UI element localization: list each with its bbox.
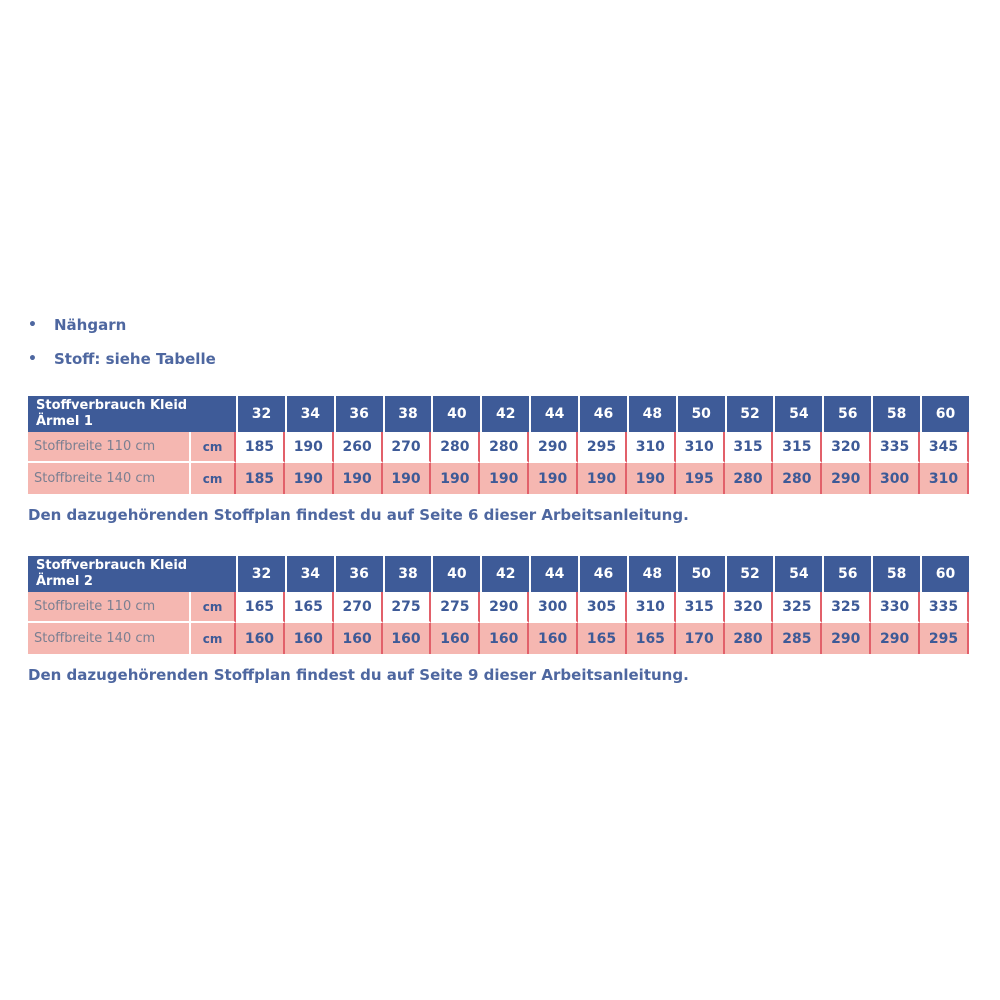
table-cell: 190 (431, 463, 480, 494)
size-header: 46 (578, 556, 627, 592)
list-item-text: Stoff: siehe Tabelle (54, 350, 216, 368)
size-header: 60 (920, 396, 969, 432)
list-item (28, 314, 216, 348)
size-header: 46 (578, 396, 627, 432)
table-title-line: Stoffverbrauch Kleid (36, 558, 188, 573)
table-cell: 280 (725, 623, 774, 654)
table-cell: 160 (431, 623, 480, 654)
table-cell: 315 (725, 432, 774, 463)
size-header: 56 (822, 396, 871, 432)
table-title-line: Stoffverbrauch Kleid (36, 398, 188, 413)
table-cell: 290 (822, 623, 871, 654)
table-cell: 190 (285, 432, 334, 463)
table-header-row (28, 556, 969, 592)
size-header: 32 (236, 396, 285, 432)
table-cell: 190 (334, 463, 383, 494)
table-cell: 280 (773, 463, 822, 494)
size-header: 44 (529, 556, 578, 592)
table-cell: 310 (920, 463, 969, 494)
size-header: 34 (285, 556, 334, 592)
size-header: 60 (920, 556, 969, 592)
size-header: 50 (676, 556, 725, 592)
row-label: Stoffbreite 110 cm (28, 432, 191, 463)
row-unit: cm (191, 592, 236, 623)
size-header: 36 (334, 396, 383, 432)
table-cell: 335 (871, 432, 920, 463)
table-cell: 190 (285, 463, 334, 494)
row-label: Stoffbreite 110 cm (28, 592, 191, 623)
row-unit: cm (191, 623, 236, 654)
table-cell: 320 (822, 432, 871, 463)
table-cell: 310 (627, 592, 676, 623)
size-header: 48 (627, 556, 676, 592)
table-cell: 185 (236, 463, 285, 494)
list-item-text: Nähgarn (54, 316, 127, 334)
table-title (28, 396, 236, 432)
bullet-icon: • (28, 351, 37, 367)
table-cell: 160 (480, 623, 529, 654)
list-item (28, 348, 216, 382)
table-title (28, 556, 236, 592)
table-cell: 280 (480, 432, 529, 463)
table-cell: 275 (431, 592, 480, 623)
table-cell: 190 (383, 463, 432, 494)
bullet-icon: • (28, 317, 37, 333)
materials-list (28, 314, 216, 382)
size-header: 54 (773, 396, 822, 432)
table-cell: 160 (383, 623, 432, 654)
size-header: 42 (480, 396, 529, 432)
table-cell: 280 (431, 432, 480, 463)
table-subtitle-line: Ärmel 2 (36, 574, 93, 589)
table-row (28, 463, 969, 494)
size-header: 42 (480, 556, 529, 592)
size-header: 44 (529, 396, 578, 432)
size-header: 48 (627, 396, 676, 432)
size-header: 52 (725, 396, 774, 432)
table-cell: 335 (920, 592, 969, 623)
table-cell: 170 (676, 623, 725, 654)
table-cell: 285 (773, 623, 822, 654)
table-row (28, 592, 969, 623)
table-cell: 275 (383, 592, 432, 623)
table-cell: 295 (578, 432, 627, 463)
table-cell: 300 (871, 463, 920, 494)
size-header: 54 (773, 556, 822, 592)
table-cell: 315 (676, 592, 725, 623)
table-cell: 165 (627, 623, 676, 654)
table-cell: 345 (920, 432, 969, 463)
table-cell: 300 (529, 592, 578, 623)
table-cell: 160 (236, 623, 285, 654)
table-cell: 330 (871, 592, 920, 623)
table-cell: 295 (920, 623, 969, 654)
size-header: 40 (431, 556, 480, 592)
table-cell: 290 (871, 623, 920, 654)
table-cell: 290 (822, 463, 871, 494)
size-header: 58 (871, 396, 920, 432)
table-cell: 185 (236, 432, 285, 463)
table-cell: 165 (578, 623, 627, 654)
table-cell: 160 (529, 623, 578, 654)
table-row (28, 432, 969, 463)
row-label: Stoffbreite 140 cm (28, 623, 191, 654)
fabric-consumption-table (28, 556, 969, 654)
table-note: Den dazugehörenden Stoffplan findest du auf Seite 9 dieser Arbeitsanleitung. (28, 666, 689, 684)
table-subtitle-line: Ärmel 1 (36, 414, 93, 429)
size-header: 32 (236, 556, 285, 592)
table-cell: 260 (334, 432, 383, 463)
table-cell: 190 (627, 463, 676, 494)
size-header: 38 (383, 396, 432, 432)
table-cell: 325 (822, 592, 871, 623)
table-cell: 320 (725, 592, 774, 623)
table-cell: 195 (676, 463, 725, 494)
table-cell: 270 (383, 432, 432, 463)
table-cell: 290 (480, 592, 529, 623)
table-cell: 190 (578, 463, 627, 494)
size-header: 58 (871, 556, 920, 592)
table-cell: 270 (334, 592, 383, 623)
table-cell: 325 (773, 592, 822, 623)
table-cell: 310 (676, 432, 725, 463)
table-row (28, 623, 969, 654)
fabric-consumption-table (28, 396, 969, 494)
size-header: 34 (285, 396, 334, 432)
table-cell: 290 (529, 432, 578, 463)
size-header: 36 (334, 556, 383, 592)
size-header: 50 (676, 396, 725, 432)
size-header: 56 (822, 556, 871, 592)
table-note: Den dazugehörenden Stoffplan findest du auf Seite 6 dieser Arbeitsanleitung. (28, 506, 689, 524)
size-header: 52 (725, 556, 774, 592)
row-unit: cm (191, 432, 236, 463)
table-cell: 165 (285, 592, 334, 623)
row-label: Stoffbreite 140 cm (28, 463, 191, 494)
row-unit: cm (191, 463, 236, 494)
table-cell: 305 (578, 592, 627, 623)
table-cell: 280 (725, 463, 774, 494)
table-cell: 315 (773, 432, 822, 463)
table-header-row (28, 396, 969, 432)
size-header: 40 (431, 396, 480, 432)
size-header: 38 (383, 556, 432, 592)
table-cell: 310 (627, 432, 676, 463)
table-cell: 160 (285, 623, 334, 654)
table-cell: 165 (236, 592, 285, 623)
table-cell: 160 (334, 623, 383, 654)
table-cell: 190 (529, 463, 578, 494)
table-cell: 190 (480, 463, 529, 494)
